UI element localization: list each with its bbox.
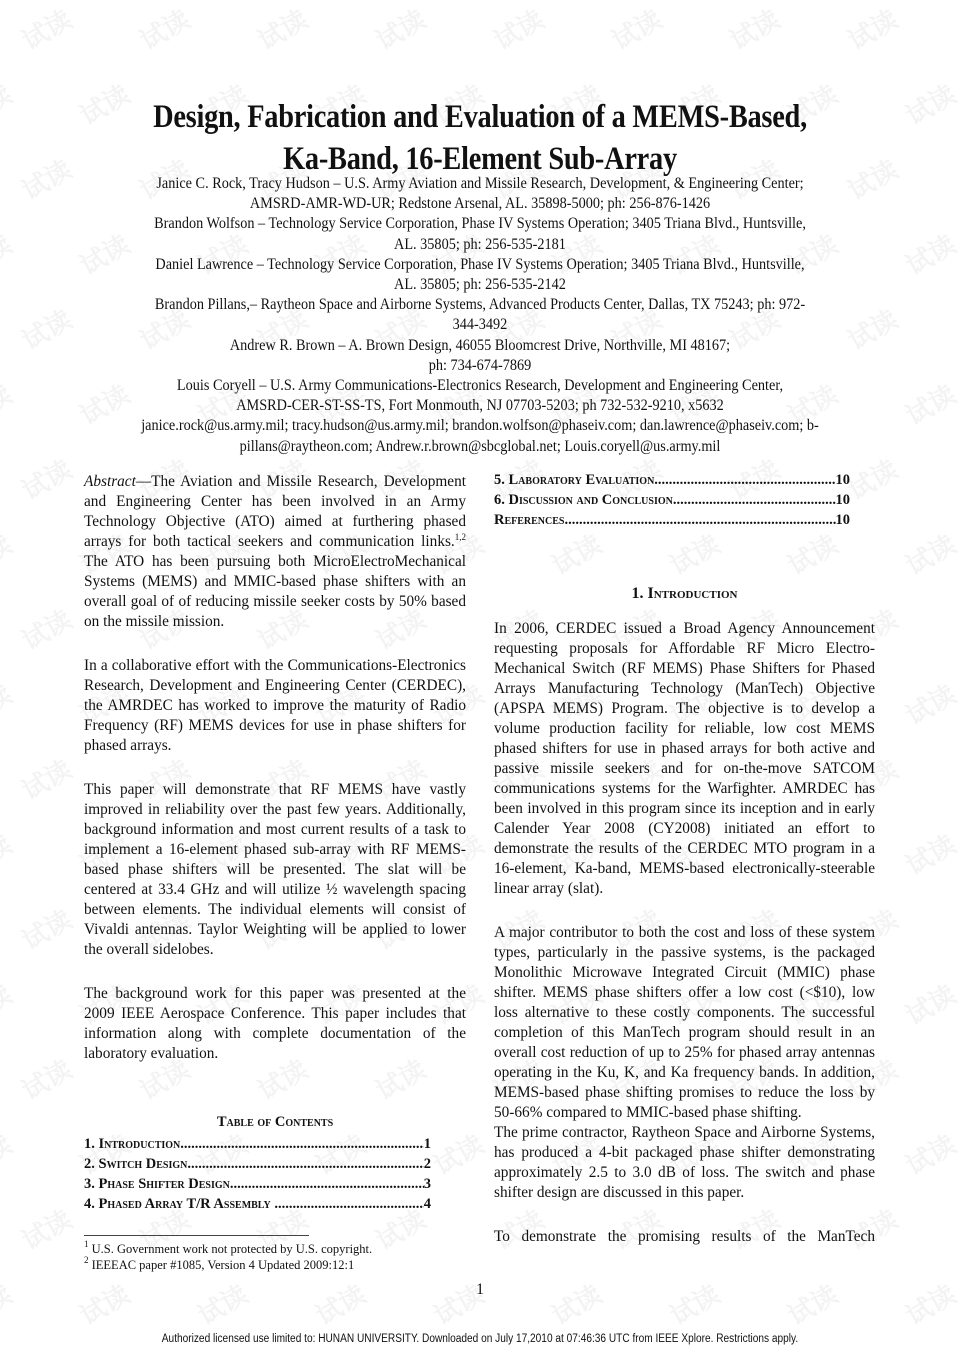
toc-label: Phase Shifter Design xyxy=(98,1176,230,1192)
toc-number: 4. xyxy=(84,1196,95,1212)
toc-page: 2 xyxy=(423,1156,431,1172)
toc-label: Introduction xyxy=(98,1136,181,1152)
toc-leader xyxy=(187,1154,423,1174)
toc-page: 10 xyxy=(835,472,850,488)
toc-leader xyxy=(230,1174,424,1194)
toc-entry[interactable] xyxy=(494,490,850,510)
abstract-text: —The Aviation and Missile Research, Development and Engineering Center has been involved in an Army Technology Objective (ATO) aimed at furthering phased arrays for both tactical seekers and communication links. xyxy=(84,473,466,550)
footnote xyxy=(84,1257,466,1273)
author-line: ph: 734-674-7869 xyxy=(428,356,532,374)
title-line-1: Design, Fabrication and Evaluation of a MEMS-Based, xyxy=(153,99,807,135)
abstract-label: Abstract xyxy=(84,473,136,490)
toc-label: Switch Design xyxy=(98,1156,188,1172)
toc-label: References xyxy=(494,512,565,528)
author-line: 344-3492 xyxy=(452,316,508,334)
toc-page: 1 xyxy=(423,1136,431,1152)
author-line: Louis Coryell – U.S. Army Communications-Electronics Research, Development and Engineering Center, xyxy=(176,377,784,395)
license-notice: Authorized licensed use limited to: HUNAN UNIVERSITY. Downloaded on July 17,2010 at 07:46:36 UTC from IEEE Xplore. Restrictions apply. xyxy=(161,1333,799,1345)
toc-page: 4 xyxy=(423,1196,431,1212)
toc-entry[interactable] xyxy=(84,1154,431,1174)
toc-entry[interactable] xyxy=(84,1134,431,1154)
table-of-contents xyxy=(84,1134,431,1214)
toc-number: 3. xyxy=(84,1176,95,1192)
footnote-mark: 1 xyxy=(84,1239,89,1249)
toc-number: 1. xyxy=(84,1136,95,1152)
toc-number: 6. xyxy=(494,492,505,508)
toc-page: 3 xyxy=(423,1176,431,1192)
section-heading-introduction: 1. Introduction xyxy=(631,585,738,602)
body-paragraph: In a collaborative effort with the Communications-Electronics Research, Development and Engineering Center (CERDEC), the AMRDEC has worked to improve the maturity of Radio Frequency (RF) MEMS devices for use in phase shifters for phased arrays. xyxy=(84,657,466,754)
author-emails: janice.rock@us.army.mil; tracy.hudson@us.army.mil; brandon.wolfson@phaseiv.com; dan.lawrence@phaseiv.com; b- xyxy=(141,417,819,435)
author-affiliations xyxy=(90,174,870,457)
footnote-divider xyxy=(84,1235,309,1236)
footnote-text: U.S. Government work not protected by U.S. copyright. xyxy=(88,1242,373,1256)
toc-page: 10 xyxy=(835,512,850,528)
toc-leader xyxy=(274,1194,423,1214)
body-paragraph: A major contributor to both the cost and loss of these system types, particularly in the passive systems, is the packaged Monolithic Microwave Integrated Circuit (MMIC) phase shifter. MEMS phase shifters offer a low cost (<$10), low loss alternative to these costly components. The successful completion of this ManTech program should result in an overall cost reduction of up to 25% for phased array antennas operating in the Ku, K, and Ka frequency bands. In addition, MEMS-based phase shifting promises to reduce the loss by 50-66% compared to MMIC-based phase shifting. xyxy=(494,924,875,1121)
toc-number: 5. xyxy=(494,472,505,488)
author-line: Janice C. Rock, Tracy Hudson – U.S. Army Aviation and Missile Research, Development, & Engineering Center; xyxy=(156,175,804,192)
abstract-text: The ATO has been pursuing both MicroElectroMechanical Systems (MEMS) and MMIC-based phase shifters with an overall goal of of reducing missile seeker costs by 50% based on the missile mission. xyxy=(84,553,466,630)
body-paragraph: The background work for this paper was presented at the 2009 IEEE Aerospace Conference. This paper includes that information along with complete documentation of the laboratory evaluation. xyxy=(84,985,466,1062)
toc-entry[interactable] xyxy=(84,1174,431,1194)
toc-title: Table of Contents xyxy=(216,1114,334,1130)
toc-entry[interactable] xyxy=(494,470,850,490)
author-line: Daniel Lawrence – Technology Service Corporation, Phase IV Systems Operation; 3405 Triana Blvd., Huntsville, xyxy=(155,255,805,273)
toc-label: Phased Array T/R Assembly xyxy=(98,1196,271,1212)
toc-entry[interactable] xyxy=(494,510,850,530)
toc-number: 2. xyxy=(84,1156,95,1172)
toc-label: Laboratory Evaluation xyxy=(508,472,655,488)
author-line: Brandon Pillans,– Raytheon Space and Airborne Systems, Advanced Products Center, Dallas, TX 75243; ph: 972- xyxy=(154,296,806,314)
title-line-2: Ka-Band, 16-Element Sub-Array xyxy=(283,141,677,177)
toc-entry[interactable] xyxy=(84,1194,431,1214)
toc-leader xyxy=(673,490,836,510)
body-paragraph: To demonstrate the promising results of the ManTech xyxy=(494,1228,875,1245)
toc-leader xyxy=(180,1134,423,1154)
body-paragraph: This paper will demonstrate that RF MEMS have vastly improved in reliability over the past few years. Additionally, background information and most current results of a task to implement a 16-element phased sub-array with RF MEMS-based phase shifters will be presented. The slat will be centered at 33.4 GHz and will utilize ½ wavelength spacing between elements. The individual elements will consist of Vivaldi antennas. Taylor Weighting will be applied to lower the overall sidelobes. xyxy=(84,781,466,958)
body-paragraph: The prime contractor, Raytheon Space and Airborne Systems, has produced a 4-bit packaged phase shifter demonstrating approximately 2.5 to 3.0 dB of loss. The switch and phase shifter design are discussed in this paper. xyxy=(494,1124,875,1201)
page-number: 1 xyxy=(476,1281,484,1298)
author-line: AL. 35805; ph: 256-535-2181 xyxy=(394,235,566,253)
left-column xyxy=(84,472,466,1273)
footnote-text: IEEEAC paper #1085, Version 4 Updated 2009:12:1 xyxy=(88,1258,355,1272)
table-of-contents-continued xyxy=(494,470,850,530)
author-line: AMSRD-AMR-WD-UR; Redstone Arsenal, AL. 35898-5000; ph: 256-876-1426 xyxy=(249,195,711,213)
abstract xyxy=(84,472,466,632)
author-emails: pillans@raytheon.com; Andrew.r.brown@sbcglobal.net; Louis.coryell@us.army.mil xyxy=(239,437,721,455)
author-line: AMSRD-CER-ST-SS-TS, Fort Monmouth, NJ 07703-5203; ph 732-532-9210, x5632 xyxy=(236,397,724,415)
right-column xyxy=(494,470,875,1271)
body-paragraph: In 2006, CERDEC issued a Broad Agency Announcement requesting proposals for Affordable RF Micro Electro-Mechanical Switch (RF MEMS) Phase Shifters for Phased Arrays Manufacturing Technology (ManTech) Objective (APSPA MEMS) Program. The objective is to develop a volume production facility for reliable, low cost MEMS phased shifters for use in phased arrays for both active and passive missile seekers and for on-the-move SATCOM communications systems for the Warfighter. AMRDEC has been involved in this program since its inception and in early Calender Year 2008 (CY2008) initiated an effort to demonstrate the results of the CERDEC MTO program in a 16-element, Ka-band, MEMS-based electronically-steerable linear array (slat). xyxy=(494,620,875,897)
paper-title xyxy=(67,96,893,180)
author-line: AL. 35805; ph: 256-535-2142 xyxy=(394,276,566,294)
toc-leader xyxy=(654,470,835,490)
author-line: Andrew R. Brown – A. Brown Design, 46055 Bloomcrest Drive, Northville, MI 48167; xyxy=(229,336,731,354)
footnote-mark: 2 xyxy=(84,1255,89,1265)
toc-leader xyxy=(565,510,836,530)
footnote-ref: 1,2 xyxy=(454,532,466,542)
toc-label: Discussion and Conclusion xyxy=(508,492,673,508)
toc-page: 10 xyxy=(835,492,850,508)
author-line: Brandon Wolfson – Technology Service Corporation, Phase IV Systems Operation; 3405 Triana Blvd., Huntsville, xyxy=(154,215,806,233)
footnote xyxy=(84,1241,466,1257)
